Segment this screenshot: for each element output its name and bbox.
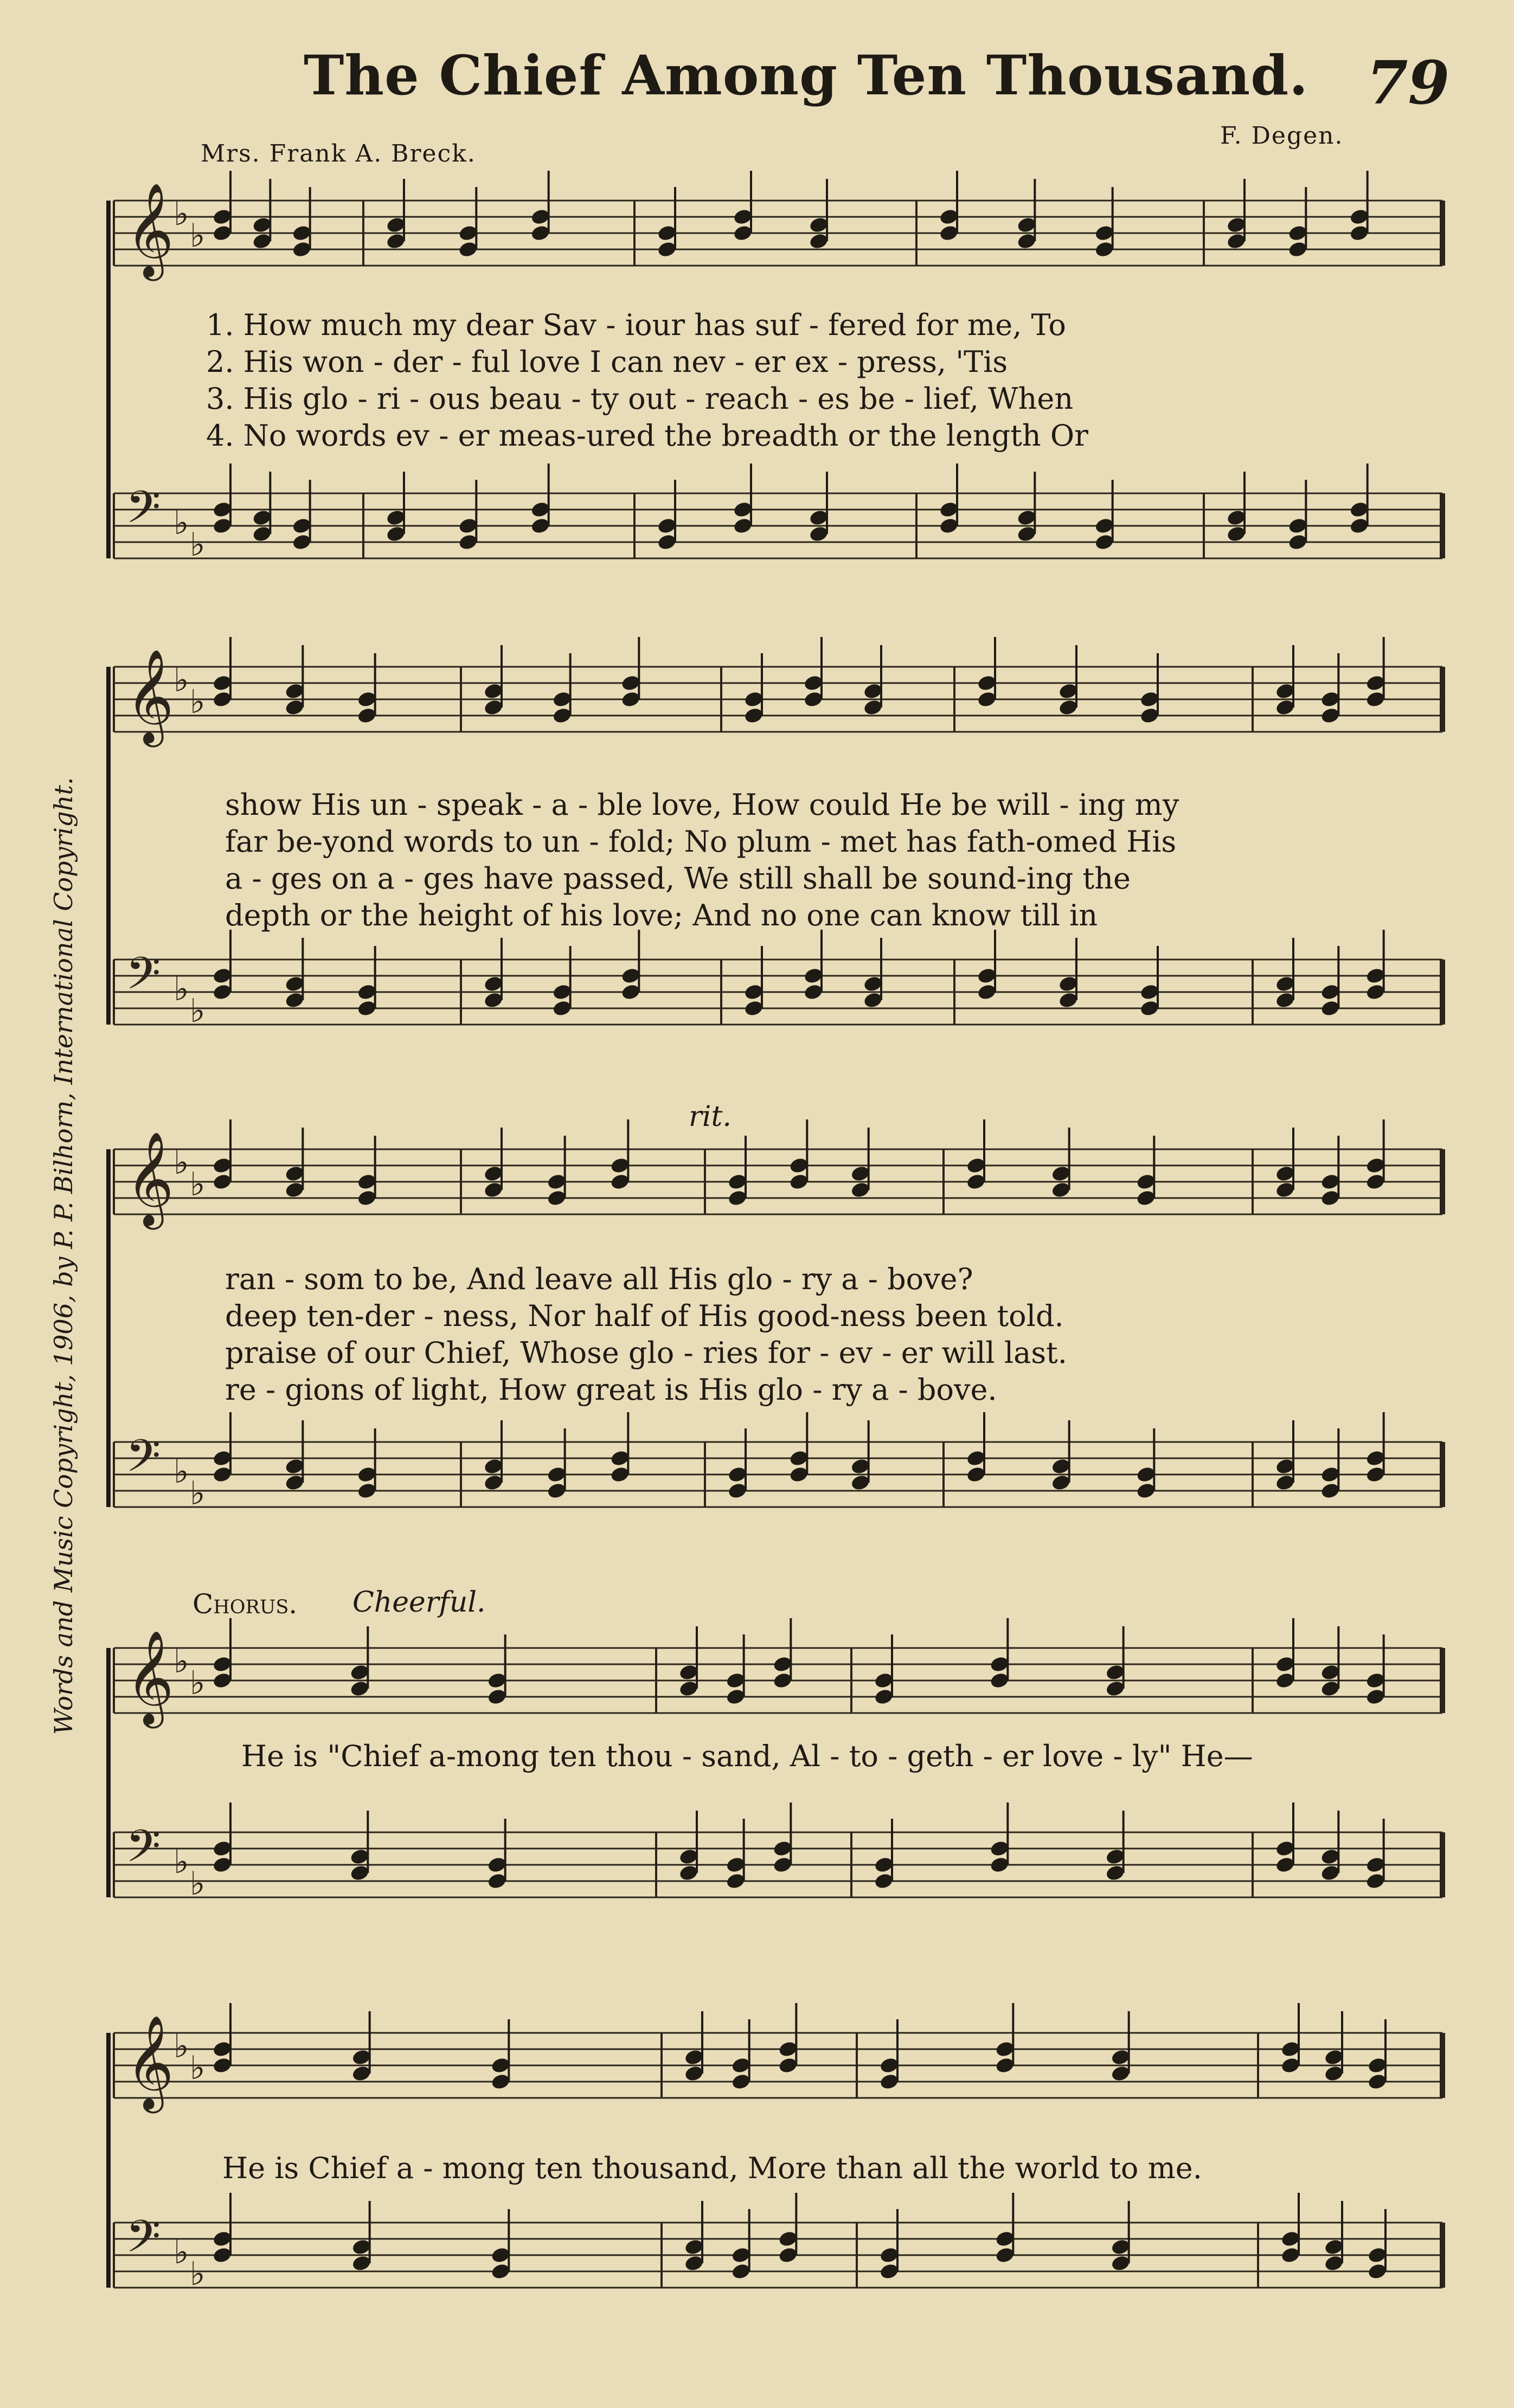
bass-clef-icon: 𝄢	[126, 1430, 161, 1493]
flat-icon: ♭	[174, 1643, 189, 1681]
verse-2-line: 2. His won - der - ful love I can nev - er ex - press, 'Tis	[206, 345, 1008, 379]
verse-3-line: praise of our Chief, Whose glo - ries for - ev - er will last.	[225, 1336, 1067, 1370]
treble-clef-icon: 𝄞	[126, 183, 174, 277]
treble-clef-icon: 𝄞	[126, 1630, 174, 1724]
verse-2-line: far be-yond words to un - fold; No plum - met has fath-omed His	[225, 825, 1177, 859]
verse-1-line: ran - som to be, And leave all His glo - ry a - bove?	[225, 1262, 973, 1296]
composer-credit: F. Degen.	[1220, 122, 1344, 150]
flat-icon: ♭	[190, 2255, 206, 2293]
chorus-label: Chorus.	[193, 1588, 298, 1620]
flat-icon: ♭	[190, 526, 206, 564]
flat-icon: ♭	[174, 1144, 189, 1182]
flat-icon: ♭	[174, 970, 189, 1008]
chorus-line: He is "Chief a-mong ten thou - sand, Al - to - geth - er love - ly" He—	[241, 1739, 1253, 1773]
treble-clef-icon: 𝄞	[126, 649, 174, 743]
verse-3-line: 3. His glo - ri - ous beau - ty out - reach - es be - lief, When	[206, 382, 1074, 416]
flat-icon: ♭	[190, 217, 206, 255]
flat-icon: ♭	[174, 195, 189, 233]
flat-icon: ♭	[190, 683, 206, 721]
flat-icon: ♭	[174, 661, 189, 699]
verse-1-line: show His un - speak - a - ble love, How could He be will - ing my	[225, 788, 1179, 822]
ritardando-mark: rit.	[689, 1100, 732, 1133]
music-system-3	[114, 1100, 1442, 1578]
bass-clef-icon: 𝄢	[126, 2210, 161, 2274]
bass-clef-icon: 𝄢	[126, 947, 161, 1010]
treble-clef-icon: 𝄞	[126, 1131, 174, 1226]
chorus-line: He is Chief a - mong ten thousand, More than all the world to me.	[222, 2151, 1202, 2185]
flat-icon: ♭	[174, 1843, 189, 1881]
author-credit: Mrs. Frank A. Breck.	[201, 140, 476, 168]
treble-clef-icon: 𝄞	[126, 2015, 174, 2109]
music-system-chorus	[114, 1588, 1442, 1968]
music-system-5	[114, 1973, 1442, 2364]
flat-icon: ♭	[174, 2027, 189, 2065]
verse-4-line: depth or the height of his love; And no one can know till in	[225, 898, 1098, 932]
verse-3-line: a - ges on a - ges have passed, We still shall be sound-ing the	[225, 861, 1131, 896]
flat-icon: ♭	[174, 504, 189, 542]
hymn-number: 79	[1367, 48, 1450, 118]
flat-icon: ♭	[190, 1664, 206, 1702]
bass-clef-icon: 𝄢	[126, 1820, 161, 1883]
bass-clef-icon: 𝄢	[126, 481, 161, 544]
staff-notation	[114, 1588, 1442, 1968]
hymn-title: The Chief Among Ten Thousand.	[304, 43, 1308, 107]
tempo-mark: Cheerful.	[352, 1586, 486, 1619]
music-system-1	[114, 183, 1442, 596]
flat-icon: ♭	[190, 2049, 206, 2087]
flat-icon: ♭	[190, 1865, 206, 1903]
verse-4-line: 4. No words ev - er meas-ured the breadth or the length Or	[206, 418, 1088, 453]
verse-2-line: deep ten-der - ness, Nor half of His good-ness been told.	[225, 1299, 1064, 1333]
flat-icon: ♭	[190, 1166, 206, 1203]
flat-icon: ♭	[190, 992, 206, 1030]
music-system-2	[114, 649, 1442, 1068]
copyright-notice: Words and Music Copyright, 1906, by P. P. Bilhorn, International Copyright.	[49, 777, 78, 1735]
flat-icon: ♭	[190, 1475, 206, 1512]
flat-icon: ♭	[174, 1453, 189, 1491]
flat-icon: ♭	[174, 2233, 189, 2271]
verse-4-line: re - gions of light, How great is His glo - ry a - bove.	[225, 1373, 997, 1407]
verse-1-line: 1. How much my dear Sav - iour has suf - fered for me, To	[206, 308, 1066, 342]
